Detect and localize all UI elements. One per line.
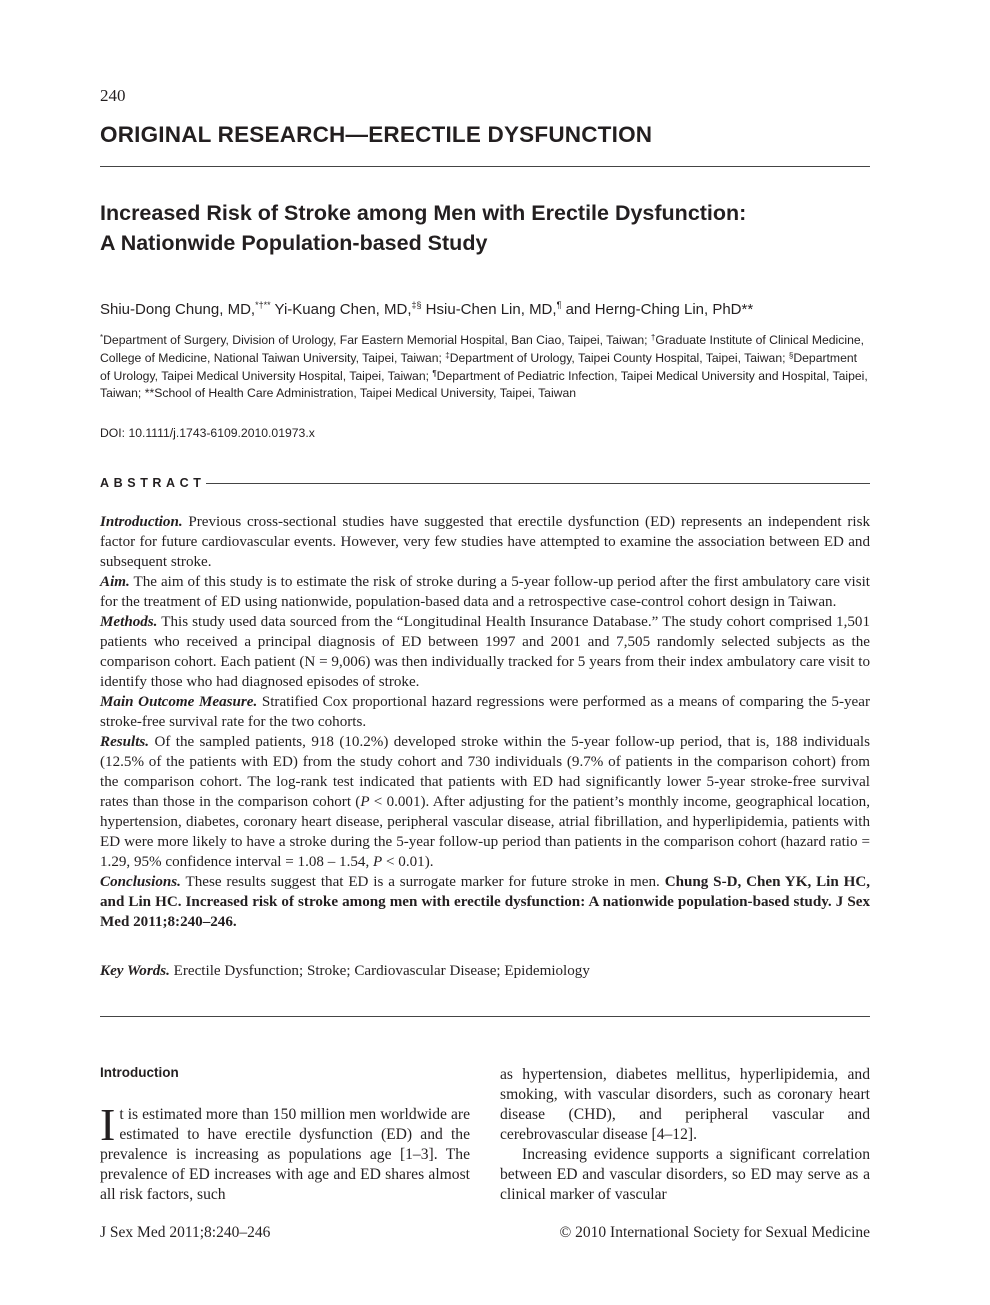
abstract-text: These results suggest that ED is a surrogate marker for future stroke in men. [180,874,665,890]
drop-cap: I [100,1099,116,1150]
title-line-2: A Nationwide Population-based Study [100,231,488,255]
author-list [100,300,880,318]
abstract-methods [100,612,870,692]
body-paragraph: as hypertension, diabetes mellitus, hyperlipidemia, and smoking, with vascular disorders, such as coronary heart disease (CHD), and peripheral vascular and cerebrovascular disease [4–12]. [500,1066,870,1143]
title-line-1: Increased Risk of Stroke among Men with Erectile Dysfunction: [100,201,747,225]
abstract-label: Aim. [100,574,130,590]
affil-text: School of Health Care Administration, Taipei Medical University, Taipei, Taiwan [154,385,577,400]
abstract-text: < 0.01). [382,854,434,870]
abstract-text: Of the sampled patients, 918 (10.2%) developed stroke within the 5-year follow-up period, that is, 188 individuals (12.5% of the patients with ED) from the study cohort and 730 individuals (9.7% of patients in the comparison cohort) from the comparison cohort. The log-rank test indicated that patients with ED had significantly lower 5-year stroke-free survival rates than those in the comparison cohort ( [100,734,870,810]
affil-text: Graduate Institute of Clinical Medicine, College of Medicine, National Taiwan University, Taipei, Taiwan; [100,333,865,366]
body-paragraph: Increasing evidence supports a significant correlation between ED and vascular disorders, so ED may serve as a clinical marker of vascular [500,1146,870,1203]
abstract-conclusions [100,872,870,932]
affil-mark: * [100,333,104,342]
abstract-text: Previous cross-sectional studies have suggested that erectile dysfunction (ED) represents an independent risk factor for future cardiovascular events. However, very few studies have attempted to examine the association between ED and subsequent stroke. [100,514,870,570]
abstract-results [100,732,870,872]
affil-mark: § [788,351,794,361]
abstract-label: Results. [100,734,150,750]
author-1: Shiu-Dong Chung, MD, [100,301,256,318]
article-title [100,198,870,258]
abstract-divider [100,1016,870,1017]
affil-mark: ** [144,385,155,400]
key-words-text: Erectile Dysfunction; Stroke; Cardiovascular Disease; Epidemiology [169,963,590,979]
body-column-left [100,1099,470,1205]
footer-copyright: © 2010 International Society for Sexual Medicine [559,1224,870,1241]
author-2: Yi-Kuang Chen, MD, [270,301,412,318]
citation: Chung S-D, Chen YK, Lin HC, and Lin HC. Increased risk of stroke among men with erectile dysfunction: A nationwide population-based study. J Sex Med 2011;8:240–246. [100,874,870,930]
affil-text: Department of Urology, Taipei Medical University Hospital, Taipei, Taiwan; [100,351,858,384]
affiliations [100,330,870,401]
abstract-body [100,512,870,932]
affil-mark: ¶ [432,369,437,379]
abstract-label: Introduction. [100,514,183,530]
key-words-label: Key Words. [100,963,170,979]
abstract-heading-rule [206,483,870,484]
affil-mark: † [650,333,656,342]
abstract-introduction [100,512,870,572]
affil-mark: ‡ [445,351,450,361]
author-4: and Herng-Ching Lin, PhD** [561,301,754,318]
section-header: ORIGINAL RESEARCH—ERECTILE DYSFUNCTION [100,122,653,147]
abstract-heading-label: ABSTRACT [100,476,206,490]
abstract-label: Main Outcome Measure. [100,694,258,710]
affil-text: Department of Pediatric Infection, Taipei Medical University and Hospital, Taipei, Taiwan; [100,369,868,400]
intro-text: t is estimated more than 150 million men worldwide are estimated to have erectile dysfunction (ED) and the prevalence is increasing as populations age [1–3]. The prevalence of ED increases with age and ED shares almost all risk factors, such [100,1106,470,1203]
abstract-label: Methods. [100,614,158,630]
abstract-text: The aim of this study is to estimate the risk of stroke during a 5-year follow-up period after the first ambulatory care visit for the treatment of ED using nationwide, population-based data and a retrospective case-control cohort design in Taiwan. [100,574,870,610]
abstract-label: Conclusions. [100,874,181,890]
author-1-marks: *†** [255,300,271,310]
abstract-aim [100,572,870,612]
author-3: Hsiu-Chen Lin, MD, [421,301,557,318]
key-words [100,961,870,981]
doi-link[interactable]: DOI: 10.1111/j.1743-6109.2010.01973.x [100,426,315,440]
page-number: 240 [100,86,126,105]
abstract-text: This study used data sourced from the “Longitudinal Health Insurance Database.” The study cohort comprised 1,501 patients who received a principal diagnosis of ED between 1997 and 2001 and 7,505 randomly selected subjects as the comparison cohort. Each patient (N = 9,006) was then individually tracked for 5 years from their index ambulatory care visit to identify those who had diagnosed episodes of stroke. [100,614,870,690]
affil-text: Department of Urology, Taipei County Hospital, Taipei, Taiwan; [449,351,789,366]
abstract-text: Stratified Cox proportional hazard regressions were performed as a means of comparing the 5-year stroke-free survival rate for the two cohorts. [100,694,870,730]
p-value-symbol: P [360,794,370,810]
p-value-symbol: P [373,854,383,870]
abstract-outcome [100,692,870,732]
footer-journal: J Sex Med 2011;8:240–246 [100,1224,271,1241]
affil-text: Department of Surgery, Division of Urology, Far Eastern Memorial Hospital, Ban Ciao, Taipei, Taiwan; [103,333,651,347]
author-3-marks: ¶ [556,300,562,310]
intro-paragraph [100,1099,470,1205]
header-divider [100,166,870,167]
abstract-heading [100,476,870,490]
introduction-heading: Introduction [100,1065,179,1080]
abstract-text: < 0.001). After adjusting for the patient’s monthly income, geographical location, hypertension, diabetes, coronary heart disease, peripheral vascular disease, atrial fibrillation, and hyperlipidemia, patients with ED were more likely to have a stroke during the 5-year follow-up period than patients in the comparison cohort (hazard ratio = 1.29, 95% confidence interval = 1.08 – 1.54, [100,794,870,870]
body-column-right [500,1065,870,1205]
author-2-marks: ‡§ [411,300,422,310]
